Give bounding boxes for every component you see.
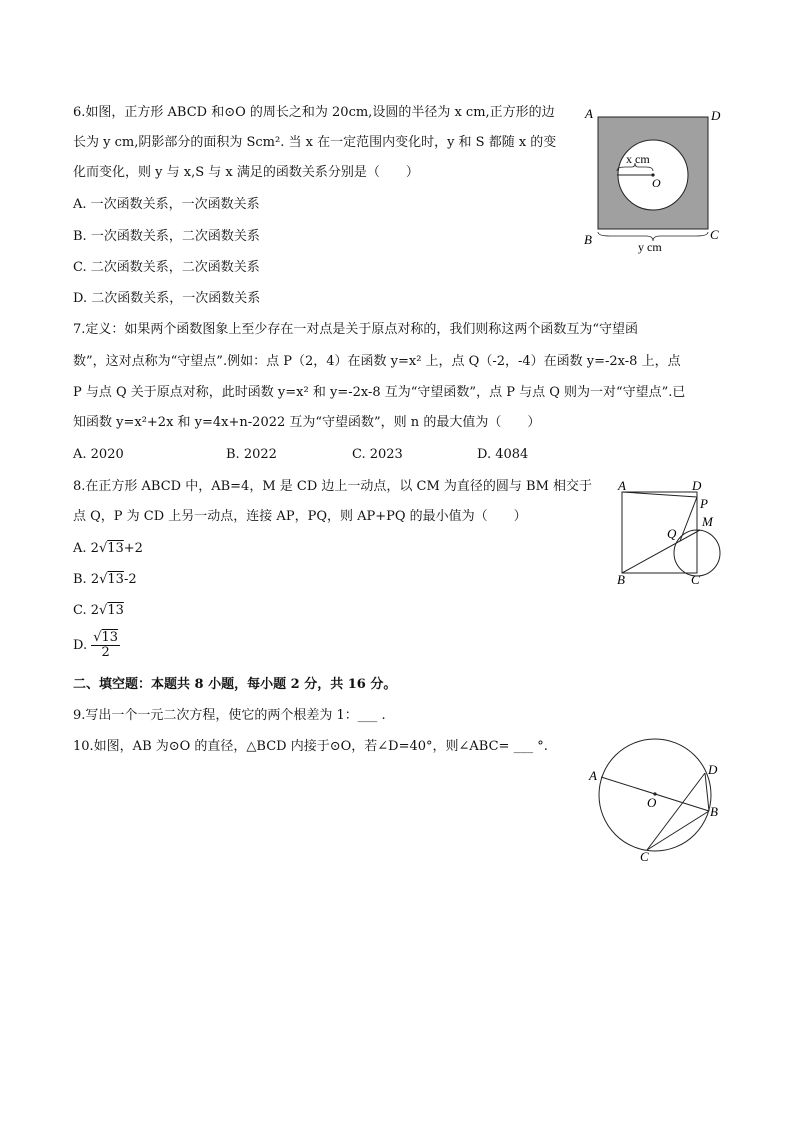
q7-option-b: B. 2022 — [226, 447, 277, 462]
q8-option-c — [73, 602, 124, 620]
q8-option-c-radicand: 13 — [107, 603, 124, 618]
q8-label-m: M — [702, 514, 713, 529]
q10-label-c: C — [640, 849, 649, 864]
q6-option-b: B. 一次函数关系，二次函数关系 — [73, 229, 260, 244]
q8-label-b: B — [617, 572, 625, 587]
q6-label-d: D — [711, 108, 721, 123]
q6-label-a: A — [585, 106, 593, 121]
q8-label-a: A — [618, 478, 626, 493]
q10-label-o: O — [647, 795, 657, 810]
q8-option-d-prefix: D. — [73, 638, 92, 653]
q6-option-d: D. 二次函数关系，一次函数关系 — [73, 291, 261, 306]
q7-option-a: A. 2020 — [73, 447, 124, 462]
q8-option-b-prefix: B. 2 — [73, 572, 100, 587]
q7-option-c: C. 2023 — [352, 447, 403, 462]
q7-line-4: 知函数 y=x²+2x 和 y=4x+n-2022 互为“守望函数”，则 n 的最大值为（ ） — [73, 415, 541, 430]
q8-label-c: C — [691, 572, 700, 587]
q10-label-d: D — [708, 762, 718, 777]
q8-option-b-suffix: -2 — [123, 572, 137, 587]
q6-label-c: C — [710, 227, 719, 242]
q8-option-a-prefix: A. 2 — [73, 541, 99, 556]
q8-option-b — [73, 571, 137, 589]
q8-label-d: D — [692, 478, 702, 493]
q10-chord-bc — [647, 811, 709, 850]
q8-label-p: P — [700, 496, 708, 511]
q7-line-2: 数”，这对点称为“守望点”.例如：点 P（2，4）在函数 y=x² 上，点 Q（-2，-4）在函数 y=-2x-8 上，点 — [73, 354, 681, 369]
section-2-heading: 二、填空题：本题共 8 小题，每小题 2 分，共 16 分。 — [73, 677, 397, 692]
q8-figure — [612, 478, 732, 588]
q8-option-c-root: √13 — [99, 603, 124, 618]
q8-option-b-radicand: 13 — [107, 572, 124, 587]
q8-line-1: 8.在正方形 ABCD 中，AB=4，M 是 CD 边上一动点，以 CM 为直径的圆与 BM 相交于 — [73, 479, 593, 494]
q8-option-c-prefix: C. 2 — [73, 603, 100, 618]
q8-segment-ap — [622, 492, 697, 497]
q6-option-c: C. 二次函数关系，二次函数关系 — [73, 260, 260, 275]
q6-label-side: y cm — [638, 240, 662, 254]
q6-line-2: 长为 y cm,阴影部分的面积为 Scm². 当 x 在一定范围内变化时，y 和 S 都随 x 的变 — [73, 135, 557, 150]
q8-option-d-denominator: 2 — [101, 645, 110, 660]
q8-option-a-radicand: 13 — [107, 541, 124, 556]
q10-figure — [585, 733, 730, 868]
q7-line-3: P 与点 Q 关于原点对称，此时函数 y=x² 和 y=-2x-8 互为“守望函数”，点 P 与点 Q 则为一对“守望点”.已 — [73, 385, 686, 400]
q6-figure — [580, 105, 730, 255]
q10-label-a: A — [589, 768, 597, 783]
q8-segment-pq — [680, 497, 697, 541]
q8-option-d-numerator: √13 — [93, 630, 119, 645]
q7-option-d: D. 4084 — [477, 447, 529, 462]
q6-option-a: A. 一次函数关系，一次函数关系 — [73, 197, 260, 212]
q6-line-3: 化而变化，则 y 与 x,S 与 x 满足的函数关系分别是（ ） — [73, 165, 419, 180]
q6-label-b: B — [584, 232, 592, 247]
q10-chord-cd — [647, 773, 705, 850]
q6-line-1: 6.如图，正方形 ABCD 和⊙O 的周长之和为 20cm,设圆的半径为 x cm,正方形的边 — [73, 105, 555, 120]
q8-option-a — [73, 540, 143, 558]
q8-line-2: 点 Q，P 为 CD 上另一动点，连接 AP，PQ，则 AP+PQ 的最小值为（ ） — [73, 509, 527, 524]
q10-label-b: B — [710, 804, 718, 819]
q8-label-q: Q — [667, 526, 677, 541]
q10-text: 10.如图，AB 为⊙O 的直径，△BCD 内接于⊙O，若∠D=40°，则∠ABC= ___ °. — [73, 739, 548, 754]
q8-option-a-root: √13 — [98, 541, 124, 556]
q7-line-1: 7.定义：如果两个函数图象上至少存在一对点是关于原点对称的，我们则称这两个函数互为“守望函 — [73, 322, 639, 337]
q8-option-b-root: √13 — [99, 572, 124, 587]
q6-label-radius: x cm — [626, 152, 650, 166]
q8-option-d-radicand: 13 — [101, 630, 119, 645]
q8-option-d — [73, 631, 120, 661]
q9-text: 9.写出一个一元二次方程，使它的两个根差为 1：___ . — [73, 708, 386, 723]
q8-option-d-fraction — [91, 631, 120, 660]
q8-option-a-suffix: +2 — [123, 541, 143, 556]
q6-label-o: O — [652, 176, 661, 190]
q8-segment-bm — [622, 530, 700, 573]
